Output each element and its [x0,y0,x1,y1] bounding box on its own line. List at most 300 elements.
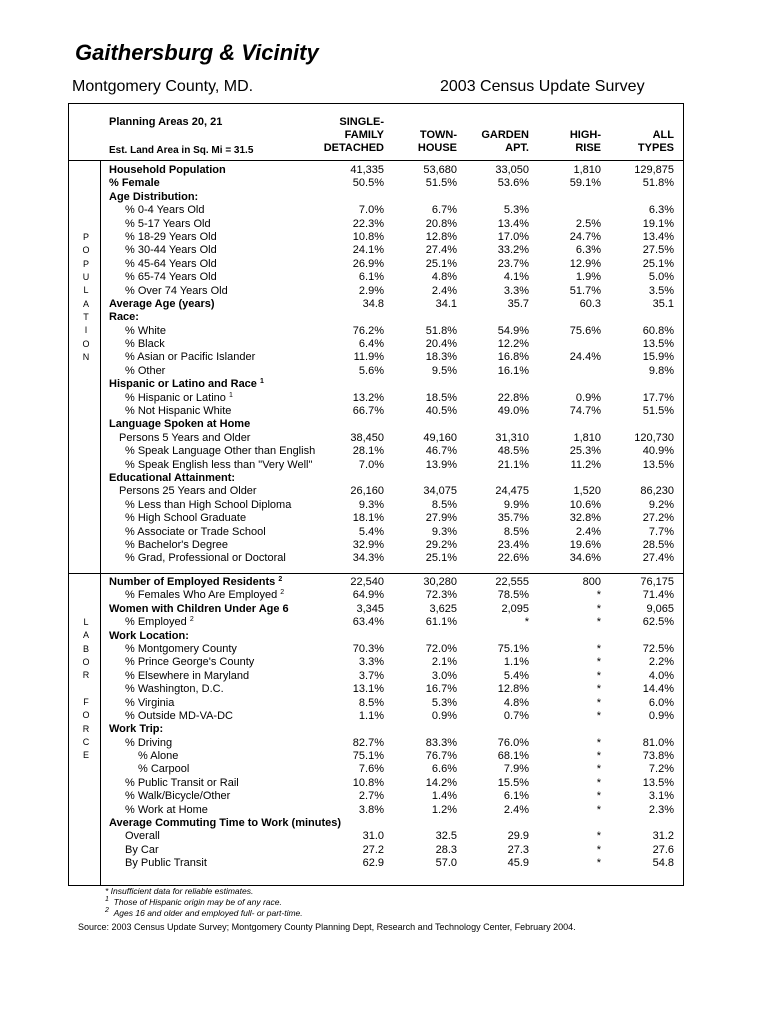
table-cell: 12.2% [497,338,529,351]
row-label: Average Age (years) [109,297,215,310]
row-label: % Carpool [138,763,190,776]
table-cell: 75.6% [569,324,601,337]
section-letter: R [82,670,90,681]
table-row [109,191,677,204]
table-row [109,338,677,351]
table-cell: 46.7% [425,445,457,458]
table-row [109,405,677,418]
row-label: % Female [109,177,160,190]
table-cell: 63.4% [352,616,384,629]
table-cell: * [596,750,601,763]
row-label: % Speak English less than "Very Well" [125,458,313,471]
table-row [109,418,677,431]
table-cell: 6.1% [503,790,529,803]
table-cell: 1,520 [573,485,601,498]
table-cell: 13.4% [642,230,674,243]
table-cell: 2.7% [358,790,384,803]
row-label: % Speak Language Other than English [125,445,316,458]
table-cell: 33,050 [495,164,529,176]
table-cell: 25.1% [425,552,457,565]
table-cell: 5.3% [431,696,457,709]
table-cell: 3.0% [431,669,457,682]
section-letter [78,683,94,696]
table-cell: 49,160 [423,431,457,444]
table-cell: 27.3 [507,843,529,856]
table-cell: 29.9 [507,830,529,843]
labor-force-section-label [78,616,94,763]
table-cell: 6.6% [431,763,457,776]
table-cell: 72.0% [425,642,457,655]
table-cell: 50.5% [352,177,384,190]
table-cell: 13.9% [425,458,457,471]
table-cell: 59.1% [569,177,601,190]
table-cell: 13.5% [642,776,674,789]
table-cell: 22,555 [495,576,529,588]
section-letter: A [82,298,89,309]
table-cell: 2.2% [648,656,674,669]
table-cell: 2.4% [575,525,601,538]
row-label: % Grad, Professional or Doctoral [125,552,286,565]
table-cell: 16.7% [425,683,457,696]
table-cell: 5.4% [503,669,529,682]
table-cell: 26.9% [352,257,384,270]
table-cell: 34.3% [352,552,384,565]
table-cell: 66.7% [352,405,384,418]
row-label: % 30-44 Years Old [125,244,217,257]
table-cell: 26,160 [350,485,384,498]
table-cell: 1.1% [503,656,529,669]
table-cell: 17.7% [642,391,674,404]
table-cell: 76.0% [497,736,529,749]
row-label: Hispanic or Latino and Race $^1$ [109,378,264,391]
header-divider [68,160,684,161]
table-cell: 24.7% [569,230,601,243]
table-row [109,472,677,485]
land-area-label: Est. Land Area in Sq. Mi = 31.5 [109,145,254,156]
table-cell: 15.9% [642,351,674,364]
row-label: % 5-17 Years Old [125,217,211,230]
row-label: Persons 5 Years and Older [119,431,251,444]
table-cell: 40.5% [425,405,457,418]
row-label: Number of Employed Residents $^2$ [109,576,283,588]
row-label: % Outside MD-VA-DC [125,709,233,722]
table-cell: 74.7% [569,405,601,418]
table-cell: 27.4% [425,244,457,257]
table-cell: 76,175 [640,576,674,588]
table-cell: 2,095 [501,602,529,615]
row-label: Persons 25 Years and Older [119,485,257,498]
table-cell: 25.3% [569,445,601,458]
table-cell: 20.4% [425,338,457,351]
table-cell: * [596,642,601,655]
row-label: Work Trip: [109,723,164,736]
section-label-divider [100,160,101,886]
row-label: % Associate or Trade School [125,525,266,538]
table-cell: 14.2% [425,776,457,789]
table-cell: 7.9% [503,763,529,776]
table-cell: 9.5% [431,364,457,377]
table-row [109,552,677,565]
table-row [109,830,677,843]
section-divider [68,573,684,574]
table-cell: 2.1% [431,656,457,669]
table-cell: 13.5% [642,338,674,351]
table-cell: 48.5% [497,445,529,458]
table-cell: 78.5% [497,589,529,602]
row-label: % 18-29 Years Old [125,230,217,243]
column-header-single-family: SINGLE- FAMILY DETACHED [323,116,384,154]
row-label: % Other [125,364,166,377]
table-cell: 62.5% [642,616,674,629]
table-cell: 34,075 [423,485,457,498]
row-label: % Bachelor's Degree [125,538,228,551]
table-cell: 27.2% [642,512,674,525]
survey-subtitle: 2003 Census Update Survey [440,78,645,95]
table-cell: 76.2% [352,324,384,337]
row-label: % Alone [138,750,179,763]
table-cell: 13.5% [642,458,674,471]
row-label: Overall [125,830,160,843]
row-label: % Not Hispanic White [125,405,232,418]
table-cell: 68.1% [497,750,529,763]
table-cell: * [596,696,601,709]
table-cell: 81.0% [642,736,674,749]
table-cell: 33.2% [497,244,529,257]
section-letter: O [82,710,90,721]
table-cell: 23.4% [497,538,529,551]
table-row [109,576,677,589]
table-cell: 82.7% [352,736,384,749]
table-row [109,697,677,710]
table-cell: * [596,683,601,696]
table-row [109,643,677,656]
table-row [109,723,677,736]
table-cell: 35.7% [497,512,529,525]
table-cell: 31,310 [495,431,529,444]
table-cell: 0.9% [648,709,674,722]
table-cell: 3.7% [358,669,384,682]
table-row [109,804,677,817]
table-cell: 51.5% [425,177,457,190]
table-cell: 1,810 [573,431,601,444]
section-letter: T [83,312,89,323]
table-row [109,589,677,602]
table-cell: * [596,803,601,816]
table-cell: * [596,736,601,749]
table-cell: * [596,830,601,843]
table-cell: 30,280 [423,576,457,588]
table-cell: 9,065 [646,602,674,615]
table-cell: 34.8 [362,297,384,310]
table-row [109,285,677,298]
table-cell: 2.5% [575,217,601,230]
table-cell: 20.8% [425,217,457,230]
table-cell: 11.2% [570,458,601,471]
table-row [109,164,677,177]
table-cell: 9.8% [648,364,674,377]
table-cell: 13.2% [352,391,384,404]
table-cell: 51.8% [425,324,457,337]
row-label: % Employed $^2$ [125,616,194,629]
table-cell: 24.1% [352,244,384,257]
table-cell: 3.3% [503,284,529,297]
table-cell: 62.9 [362,857,384,870]
table-cell: 34.6% [569,552,601,565]
table-cell: 24,475 [495,485,529,498]
table-cell: 2.4% [431,284,457,297]
row-label: % High School Graduate [125,512,247,525]
table-row [109,616,677,629]
table-row [109,365,677,378]
table-row [109,459,677,472]
table-cell: 10.6% [569,498,601,511]
table-cell: 5.4% [358,525,384,538]
row-label: % Washington, D.C. [125,683,224,696]
table-cell: 129,875 [634,164,674,176]
row-label: % Virginia [125,696,175,709]
section-letter: L [83,617,89,627]
row-label: % Walk/Bicycle/Other [125,790,231,803]
row-label: % Elsewhere in Maryland [125,669,250,682]
section-letter: F [83,697,89,708]
table-cell: 51.8% [642,177,674,190]
table-cell: * [596,669,601,682]
table-cell: 38,450 [350,431,384,444]
table-cell: 60.8% [642,324,674,337]
table-cell: 7.0% [358,458,384,471]
table-cell: 70.3% [352,642,384,655]
table-cell: 11.9% [353,351,384,364]
table-cell: 27.2 [362,843,384,856]
section-letter: O [82,657,90,668]
table-row [109,630,677,643]
table-cell: * [596,790,601,803]
section-letter: P [82,232,89,242]
footnotes [105,886,303,919]
table-cell: 57.0 [435,857,457,870]
row-label: Race: [109,311,139,324]
table-cell: 3,345 [356,602,384,615]
table-cell: 35.7 [507,297,529,310]
table-row [109,325,677,338]
table-row [109,603,677,616]
table-row [109,177,677,190]
table-cell: 18.5% [425,391,457,404]
row-label: Language Spoken at Home [109,418,251,431]
row-label: Age Distribution: [109,190,199,203]
table-cell: 3.5% [648,284,674,297]
section-letter: O [82,338,90,349]
table-cell: 53.6% [497,177,529,190]
table-cell: 41,335 [350,164,384,176]
table-cell: 4.8% [431,271,457,284]
table-cell: 7.0% [358,204,384,217]
table-cell: 19.1% [642,217,674,230]
table-row [109,656,677,669]
column-header-townhouse: TOWN- HOUSE [417,129,457,154]
column-header-high-rise: HIGH- RISE [569,129,601,154]
table-cell: 1.2% [431,803,457,816]
table-cell: 54.9% [497,324,529,337]
table-cell: 2.3% [648,803,674,816]
table-cell: 25.1% [642,257,674,270]
table-cell: 18.3% [425,351,457,364]
table-row [109,526,677,539]
table-cell: 22.8% [497,391,529,404]
table-cell: 6.3% [648,204,674,217]
page-title: Gaithersburg & Vicinity [75,40,319,65]
section-letter: C [82,737,90,748]
row-label: Average Commuting Time to Work (minutes) [109,817,342,830]
table-cell: 71.4% [642,589,674,602]
table-cell: * [596,602,601,615]
section-letter: I [84,325,88,336]
table-cell: 10.8% [352,776,384,789]
table-cell: 6.1% [358,271,384,284]
table-cell: * [596,857,601,870]
table-row [109,857,677,870]
table-cell: 2.9% [358,284,384,297]
table-cell: 9.3% [358,498,384,511]
table-cell: 45.9 [507,857,529,870]
row-label: % Less than High School Diploma [125,498,292,511]
table-cell: 27.5% [642,244,674,257]
table-cell: 29.2% [425,538,457,551]
row-label: % Driving [125,736,173,749]
row-label: Educational Attainment: [109,471,236,484]
table-row [109,737,677,750]
table-cell: 75.1% [497,642,529,655]
table-row [109,244,677,257]
table-cell: 8.5% [431,498,457,511]
table-row [109,298,677,311]
table-cell: 6.4% [358,338,384,351]
table-row [109,445,677,458]
row-label: % Asian or Pacific Islander [125,351,256,364]
row-label: % 65-74 Years Old [125,271,217,284]
row-label: % Black [125,338,165,351]
table-cell: * [524,616,529,629]
table-cell: * [596,709,601,722]
table-cell: 24.4% [569,351,601,364]
table-cell: 0.9% [575,391,601,404]
row-label: By Public Transit [125,857,207,870]
table-row [109,512,677,525]
table-row [109,258,677,271]
table-row [109,311,677,324]
table-cell: 12.9% [569,257,601,270]
table-row [109,499,677,512]
table-row [109,670,677,683]
row-label: % 0-4 Years Old [125,204,205,217]
table-cell: 83.3% [425,736,457,749]
table-cell: 76.7% [425,750,457,763]
row-label: Work Location: [109,629,189,642]
section-letter: O [82,245,90,256]
table-cell: 120,730 [634,431,674,444]
table-cell: 31.2 [652,830,674,843]
table-cell: 64.9% [352,589,384,602]
table-cell: 9.2% [648,498,674,511]
table-row [109,750,677,763]
table-row [109,378,677,391]
table-cell: 16.1% [497,364,529,377]
table-cell: 34.1 [435,297,457,310]
table-cell: 3.1% [648,790,674,803]
table-row [109,539,677,552]
table-cell: 49.0% [497,405,529,418]
table-cell: 3.8% [358,803,384,816]
table-cell: 7.2% [648,763,674,776]
table-row [109,844,677,857]
section-letter: E [82,750,89,761]
table-row [109,683,677,696]
table-cell: 72.3% [425,589,457,602]
table-cell: 25.1% [425,257,457,270]
table-cell: 73.8% [642,750,674,763]
row-label: % White [125,324,166,337]
table-cell: 0.9% [431,709,457,722]
table-cell: 15.5% [497,776,529,789]
row-label: % 45-64 Years Old [125,257,217,270]
table-cell: 1.1% [358,709,384,722]
table-cell: 27.4% [642,552,674,565]
section-letter: R [82,723,90,734]
table-cell: 27.6 [652,843,674,856]
row-label: By Car [125,843,159,856]
section-letter: B [82,643,89,654]
table-row [109,777,677,790]
table-row [109,710,677,723]
column-header-garden-apt: GARDEN APT. [481,129,529,154]
table-cell: 22,540 [350,576,384,588]
table-cell: 19.6% [569,538,601,551]
section-letter: P [82,258,89,269]
table-cell: 53,680 [423,164,457,176]
table-cell: 14.4% [642,683,674,696]
section-letter: N [82,352,90,363]
labor-force-table [109,576,677,871]
table-cell: 4.8% [503,696,529,709]
table-row [109,204,677,217]
table-cell: 5.6% [358,364,384,377]
table-cell: 3,625 [429,602,457,615]
table-row [109,817,677,830]
table-cell: * [596,843,601,856]
table-cell: 10.8% [352,230,384,243]
table-cell: 18.1% [352,512,384,525]
table-cell: * [596,776,601,789]
table-cell: 1.9% [575,271,601,284]
table-cell: 22.6% [497,552,529,565]
table-cell: 16.8% [497,351,529,364]
table-row [109,218,677,231]
table-cell: 17.0% [497,230,529,243]
table-cell: 23.7% [497,257,529,270]
row-label: Household Population [109,164,226,176]
table-cell: 60.3 [579,297,601,310]
table-cell: 12.8% [425,230,457,243]
source-note: Source: 2003 Census Update Survey; Montgomery County Planning Dept, Research and Technology Center, February 2004. [78,922,576,932]
table-row [109,432,677,445]
table-cell: 6.7% [431,204,457,217]
county-subtitle: Montgomery County, MD. [72,78,254,95]
row-label: % Montgomery County [125,642,237,655]
table-cell: * [596,763,601,776]
section-letter: L [83,285,89,296]
table-cell: 32.9% [352,538,384,551]
table-row [109,790,677,803]
